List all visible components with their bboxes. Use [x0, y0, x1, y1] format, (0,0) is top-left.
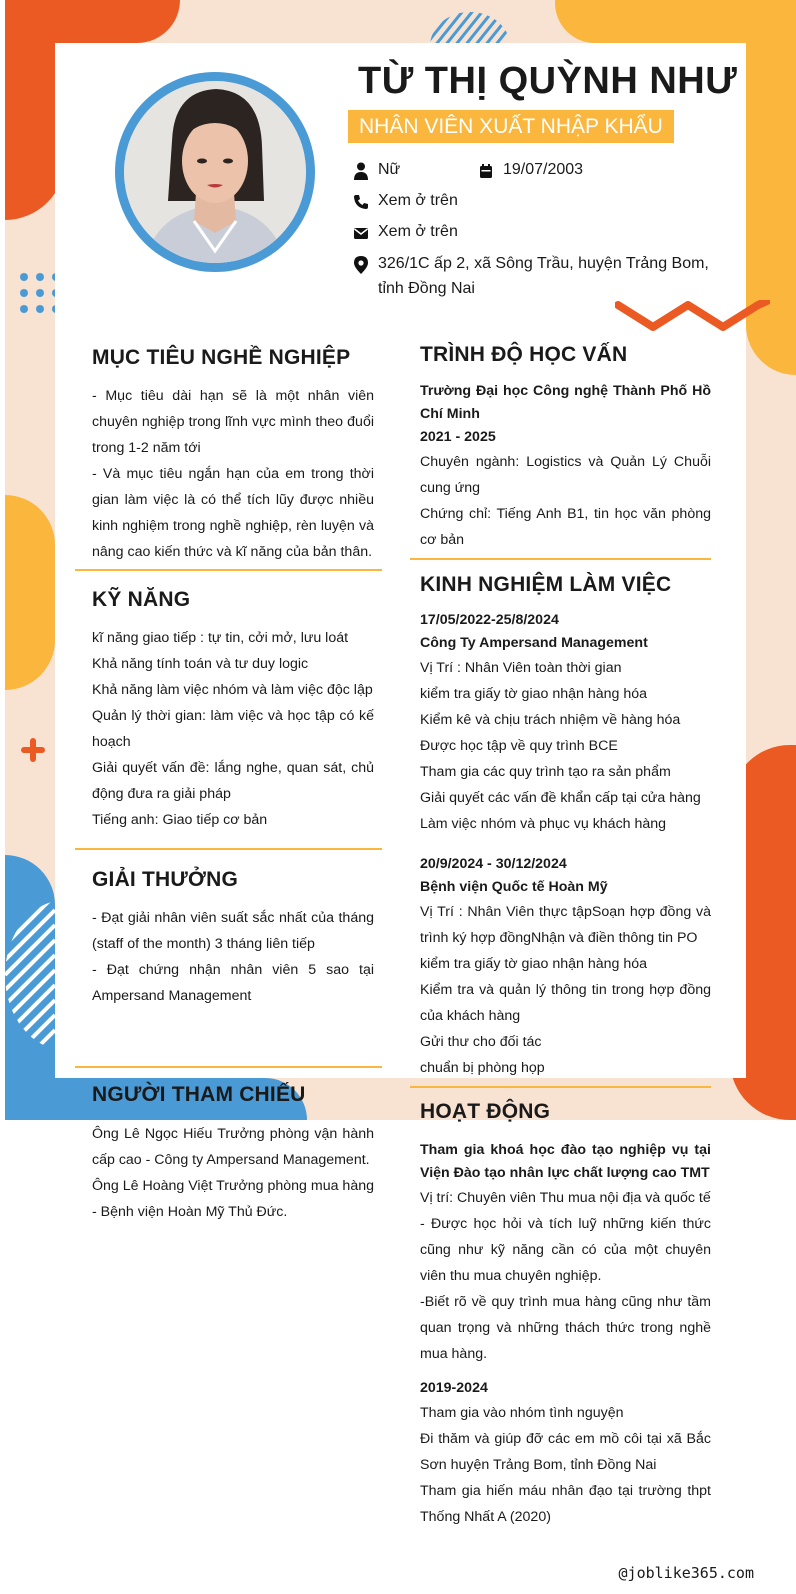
list-item: Ông Lê Hoàng Việt Trưởng phòng mua hàng - Bệnh viện Hoàn Mỹ Thủ Đức.	[92, 1178, 374, 1220]
decor-zigzag	[615, 300, 770, 335]
job-period: 20/9/2024 - 30/12/2024	[420, 856, 567, 872]
list-item: Vị Trí : Nhân Viên thực tậpSoạn hợp đồng và trình ký hợp đồngNhận và điền thông tin PO	[420, 904, 711, 946]
activity-entry	[420, 1139, 711, 1367]
section-divider	[410, 1086, 711, 1088]
list-item: Vị trí: Chuyên viên Thu mua nội địa và quốc tế	[420, 1190, 711, 1206]
list-item: Tham gia hiến máu nhân đạo tại trường thpt Thống Nhất A (2020)	[420, 1483, 711, 1525]
list-item: Vị Trí : Nhân Viên toàn thời gian	[420, 660, 622, 676]
list-item: Khả năng tính toán và tư duy logic	[92, 656, 309, 672]
education-title: TRÌNH ĐỘ HỌC VẤN	[420, 343, 628, 366]
school-name: Trường Đại học Công nghệ Thành Phố Hồ Chí Minh	[420, 383, 711, 422]
activity-heading: 2019-2024	[420, 1380, 488, 1396]
awards-title: GIẢI THƯỞNG	[92, 868, 239, 891]
list-item: Làm việc nhóm và phục vụ khách hàng	[420, 816, 667, 832]
section-divider	[75, 1066, 382, 1068]
section-divider	[75, 569, 382, 571]
candidate-name: TỪ THỊ QUỲNH NHƯ	[358, 60, 738, 102]
activity-entry	[420, 1377, 711, 1530]
list-item: Giải quyết vấn đề: lắng nghe, quan sát, chủ động đưa ra giải pháp	[92, 760, 374, 802]
section-divider	[410, 558, 711, 560]
list-item: Kiểm tra và quản lý thông tin trong hợp đồng của khách hàng	[420, 982, 711, 1024]
list-item: - Đạt giải nhân viên suất sắc nhất của tháng (staff of the month) 3 tháng liên tiếp	[92, 910, 374, 952]
education-content	[420, 380, 711, 553]
activity-heading: Tham gia khoá học đào tạo nghiệp vụ tại Viện Đào tạo nhân lực chất lượng cao TMT	[420, 1142, 711, 1181]
job-company: Bệnh viện Quốc tế Hoàn Mỹ	[420, 879, 608, 895]
decor-orange-blob	[5, 0, 180, 43]
list-item: Được học tập về quy trình BCE	[420, 738, 618, 754]
education-certificates: Chứng chỉ: Tiếng Anh B1, tin học văn phòng cơ bản	[420, 506, 711, 548]
references-title: NGƯỜI THAM CHIẾU	[92, 1083, 306, 1106]
skills-title: KỸ NĂNG	[92, 588, 191, 611]
map-marker-icon	[353, 256, 369, 272]
decor-stripes	[430, 12, 510, 43]
list-item: Tiếng anh: Giao tiếp cơ bản	[92, 812, 268, 828]
list-item: kĩ năng giao tiếp : tự tin, cởi mở, lưu loát	[92, 630, 349, 646]
career-objective-title: MỤC TIÊU NGHỀ NGHIỆP	[92, 346, 351, 369]
list-item: Đi thăm và giúp đỡ các em mồ côi tại xã Bắc Sơn huyện Trảng Bom, tỉnh Đồng Nai	[420, 1431, 711, 1473]
phone-value: Xem ở trên	[378, 192, 458, 209]
list-item: -Biết rõ về quy trình mua hàng cũng như tầm quan trọng và những thách thức trong nghề mua hàng.	[420, 1294, 711, 1362]
list-item: Gửi thư cho đối tác	[420, 1034, 542, 1050]
list-item: Tham gia vào nhóm tình nguyện	[420, 1405, 624, 1421]
decor-yellow-blob	[5, 495, 55, 690]
list-item: Quản lý thời gian: làm việc và học tập có kế hoạch	[92, 708, 374, 750]
career-objective-paragraph: - Và mục tiêu ngắn hạn của em trong thời gian làm việc là có thể tích lũy được nhiều kinh nghiệm trong nghề nghiệp, rèn luyện và nâng cao kiến thức và kĩ năng của bản thân.	[92, 466, 374, 560]
gender-value: Nữ	[378, 161, 401, 178]
calendar-icon	[478, 162, 494, 178]
job-title-badge: NHÂN VIÊN XUẤT NHẬP KHẨU	[348, 110, 674, 143]
experience-job	[420, 609, 711, 837]
list-item: Khả năng làm việc nhóm và làm việc độc lập	[92, 682, 373, 698]
footer-watermark: @joblike365.com	[618, 1564, 754, 1582]
avatar	[115, 72, 315, 272]
phone-icon	[353, 193, 369, 209]
email-value: Xem ở trên	[378, 223, 458, 240]
envelope-icon	[353, 224, 369, 240]
dob-value: 19/07/2003	[503, 161, 584, 178]
decor-stripes	[5, 900, 55, 1050]
list-item: Ông Lê Ngọc Hiếu Trưởng phòng vận hành cấp cao - Công ty Ampersand Management.	[92, 1126, 374, 1168]
list-item: chuẩn bị phòng họp	[420, 1060, 545, 1076]
job-period: 17/05/2022-25/8/2024	[420, 612, 559, 628]
references-list	[92, 1121, 374, 1225]
list-item: Kiểm kê và chịu trách nhiệm về hàng hóa	[420, 712, 681, 728]
list-item: Giải quyết các vấn đề khẩn cấp tại cửa hàng	[420, 790, 701, 806]
list-item: - Được học hỏi và tích luỹ những kiến thức cũng như kỹ năng cần có của một chuyên viên thu mua chuyên nghiệp.	[420, 1216, 711, 1284]
experience-job	[420, 853, 711, 1081]
education-major: Chuyên ngành: Logistics và Quản Lý Chuỗi cung ứng	[420, 454, 711, 496]
decor-plus-icon	[21, 738, 45, 762]
section-divider	[75, 848, 382, 850]
job-company: Công Ty Ampersand Management	[420, 635, 648, 651]
list-item: Tham gia các quy trình tạo ra sản phẩm	[420, 764, 671, 780]
experience-title: KINH NGHIỆM LÀM VIỆC	[420, 573, 672, 596]
education-period: 2021 - 2025	[420, 429, 496, 445]
list-item: - Đạt chứng nhận nhân viên 5 sao tại Ampersand Management	[92, 962, 374, 1004]
career-objective-paragraph: - Mục tiêu dài hạn sẽ là một nhân viên chuyên nghiệp trong lĩnh vực mình theo đuổi trong 1-2 năm tới	[92, 388, 374, 456]
skills-list	[92, 625, 374, 833]
list-item: kiểm tra giấy tờ giao nhận hàng hóa	[420, 686, 647, 702]
activities-title: HOẠT ĐỘNG	[420, 1100, 551, 1123]
career-objective-text	[92, 383, 374, 565]
awards-list	[92, 905, 374, 1009]
list-item: kiểm tra giấy tờ giao nhận hàng hóa	[420, 956, 647, 972]
profile-photo	[124, 81, 306, 263]
user-icon	[353, 162, 369, 178]
address-value: 326/1C ấp 2, xã Sông Trầu, huyện Trảng Bom, tỉnh Đồng Nai	[378, 255, 709, 297]
